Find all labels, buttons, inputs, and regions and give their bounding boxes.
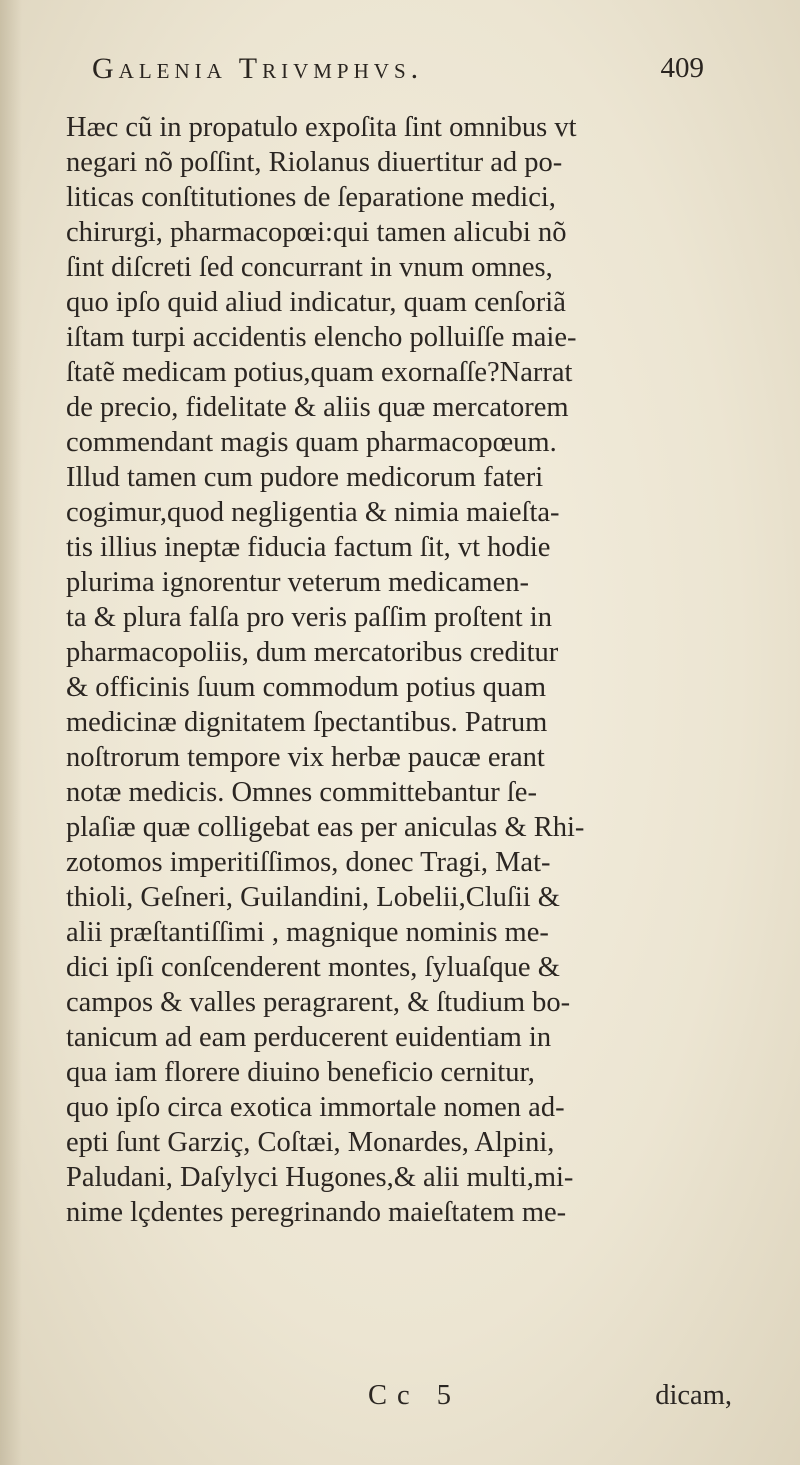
text-line: noſtrorum tempore vix herbæ paucæ erant: [66, 742, 545, 773]
text-line: liticas conſtitutiones de ſeparatione medici,: [66, 182, 556, 213]
gutter-shadow: [0, 0, 22, 1465]
page-footer: [66, 1380, 756, 1416]
catchword: dicam,: [655, 1380, 732, 1411]
text-line: chirurgi, pharmacopœi:qui tamen alicubi nõ: [66, 217, 567, 248]
text-line: alii præſtantiſſimi , magnique nominis me-: [66, 917, 549, 948]
text-line: iſtam turpi accidentis elencho polluiſſe maie-: [66, 322, 577, 353]
text-line: cogimur,quod negligentia & nimia maieſta-: [66, 497, 560, 528]
text-line: & officinis ſuum commodum potius quam: [66, 672, 546, 703]
text-line: ſtatẽ medicam potius,quam exornaſſe?Narrat: [66, 357, 573, 388]
running-head: [92, 52, 732, 98]
text-line: tanicum ad eam perducerent euidentiam in: [66, 1022, 552, 1053]
text-line: de precio, fidelitate & aliis quæ mercatorem: [66, 392, 569, 423]
text-line: Paludani, Daſylyci Hugones,& alii multi,mi-: [66, 1162, 574, 1193]
page-number: 409: [660, 52, 704, 84]
text-line: Illud tamen cum pudore medicorum fateri: [66, 462, 544, 493]
text-line: negari nõ poſſint, Riolanus diuertitur ad po-: [66, 147, 563, 178]
text-line: commendant magis quam pharmacopœum.: [66, 427, 557, 458]
text-line: nime lçdentes peregrinando maieſtatem me-: [66, 1197, 567, 1228]
text-line: thioli, Geſneri, Guilandini, Lobelii,Cluſii &: [66, 882, 560, 913]
running-head-title: Galenia Trivmphvs.: [92, 52, 424, 85]
text-line: medicinæ dignitatem ſpectantibus. Patrum: [66, 707, 548, 738]
signature-mark: Cc 5: [368, 1380, 462, 1411]
text-line: ſint diſcreti ſed concurrant in vnum omnes,: [66, 252, 553, 283]
body-text: [66, 110, 756, 1230]
text-line: zotomos imperitiſſimos, donec Tragi, Mat-: [66, 847, 551, 878]
text-line: epti ſunt Garziç, Coſtæi, Monardes, Alpini,: [66, 1127, 555, 1158]
text-line: Hæc cũ in propatulo expoſita ſint omnibus vt: [66, 112, 577, 143]
text-line: pharmacopoliis, dum mercatoribus creditur: [66, 637, 559, 668]
text-line: quo ipſo circa exotica immortale nomen ad-: [66, 1092, 565, 1123]
text-line: plurima ignorentur veterum medicamen-: [66, 567, 529, 598]
text-line: quo ipſo quid aliud indicatur, quam cenſoriã: [66, 287, 566, 318]
text-line: campos & valles peragrarent, & ſtudium bo-: [66, 987, 571, 1018]
text-line: qua iam florere diuino beneficio cernitur,: [66, 1057, 535, 1088]
text-line: notæ medicis. Omnes committebantur ſe-: [66, 777, 537, 808]
text-line: plaſiæ quæ colligebat eas per aniculas & Rhi-: [66, 812, 585, 843]
text-line: ta & plura falſa pro veris paſſim proſtent in: [66, 602, 552, 633]
text-line: dici ipſi conſcenderent montes, ſyluaſque &: [66, 952, 560, 983]
text-line: tis illius ineptæ fiducia factum ſit, vt hodie: [66, 532, 551, 563]
